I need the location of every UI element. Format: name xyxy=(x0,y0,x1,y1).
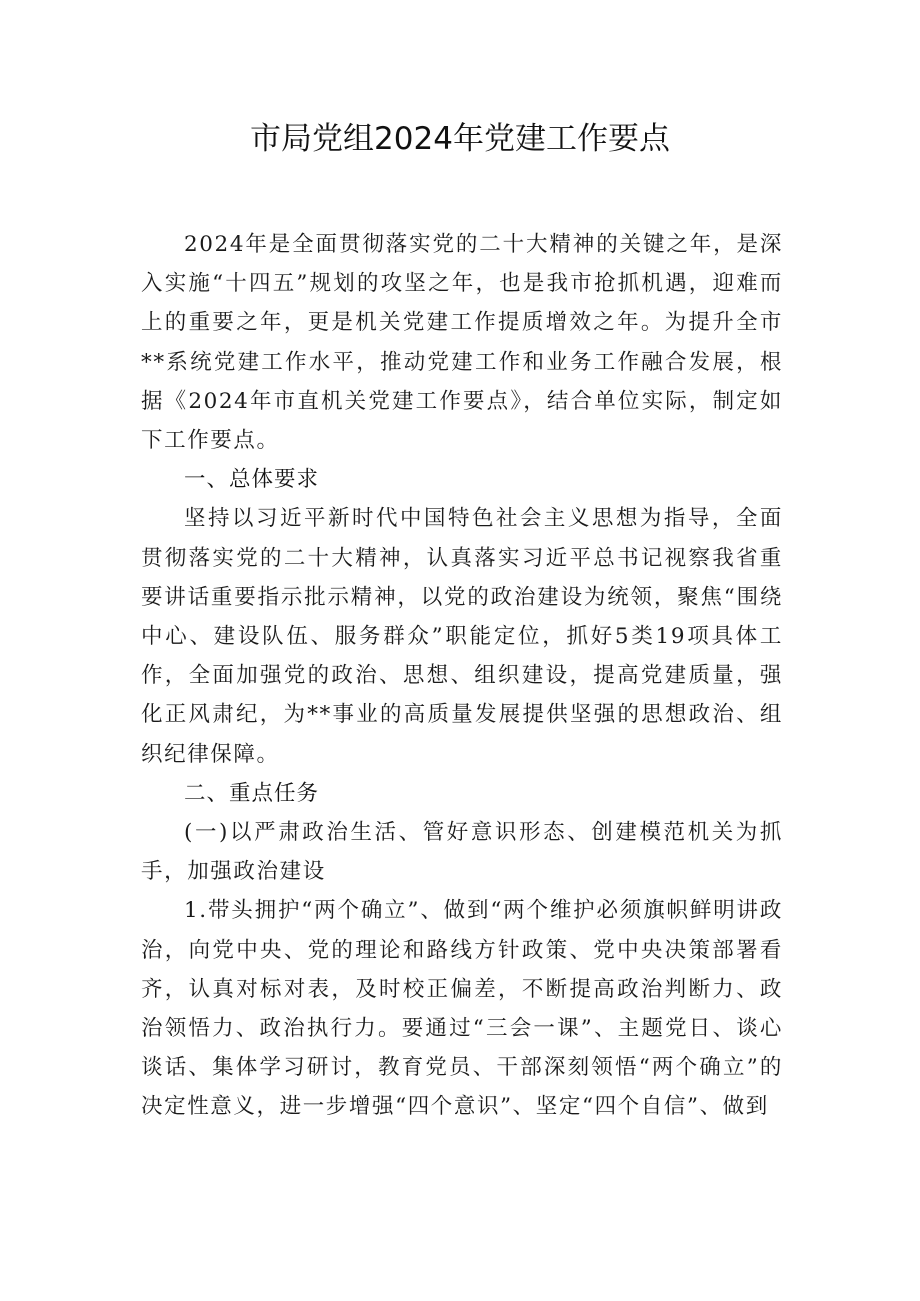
section-heading-key-tasks: 二、重点任务 xyxy=(184,780,320,806)
task-item-1-paragraph: 1.带头拥护“两个确立”、做到“两个维护必须旗帜鲜明讲政治，向党中央、党的理论和路线方针政策、党中央决策部署看齐，认真对标对表，及时校正偏差，不断提高政治判断力、政治领悟力、政治执行力。要通过“三会一课”、主题党日、谈心谈话、集体学习研讨，教育党员、干部深刻领悟“两个确立”的决定性意义，进一步增强“四个意识”、坚定“四个自信”、做到 xyxy=(141,898,783,1120)
general-requirements-paragraph: 坚持以习近平新时代中国特色社会主义思想为指导，全面贯彻落实党的二十大精神，认真落实习近平总书记视察我省重要讲话重要指示批示精神，以党的政治建设为统领，聚焦“围绕中心、建设队伍、服务群众”职能定位，抓好5类19项具体工作，全面加强党的政治、思想、组织建设，提高党建质量，强化正风肃纪，为**事业的高质量发展提供坚强的思想政治、组织纪律保障。 xyxy=(141,506,783,767)
document-title: 市局党组2024年党建工作要点 xyxy=(250,121,670,157)
subsection-heading-political-construction: (一)以严肃政治生活、管好意识形态、创建模范机关为抓手，加强政治建设 xyxy=(141,820,783,885)
section-heading-general-requirements: 一、总体要求 xyxy=(184,467,320,493)
document-body xyxy=(141,225,783,1127)
intro-paragraph: 2024年是全面贯彻落实党的二十大精神的关键之年，是深入实施“十四五”规划的攻坚之年，也是我市抢抓机遇，迎难而上的重要之年，更是机关党建工作提质增效之年。为提升全市**系统党建工作水平，推动党建工作和业务工作融合发展，根据《2024年市直机关党建工作要点》，结合单位实际，制定如下工作要点。 xyxy=(141,232,783,454)
